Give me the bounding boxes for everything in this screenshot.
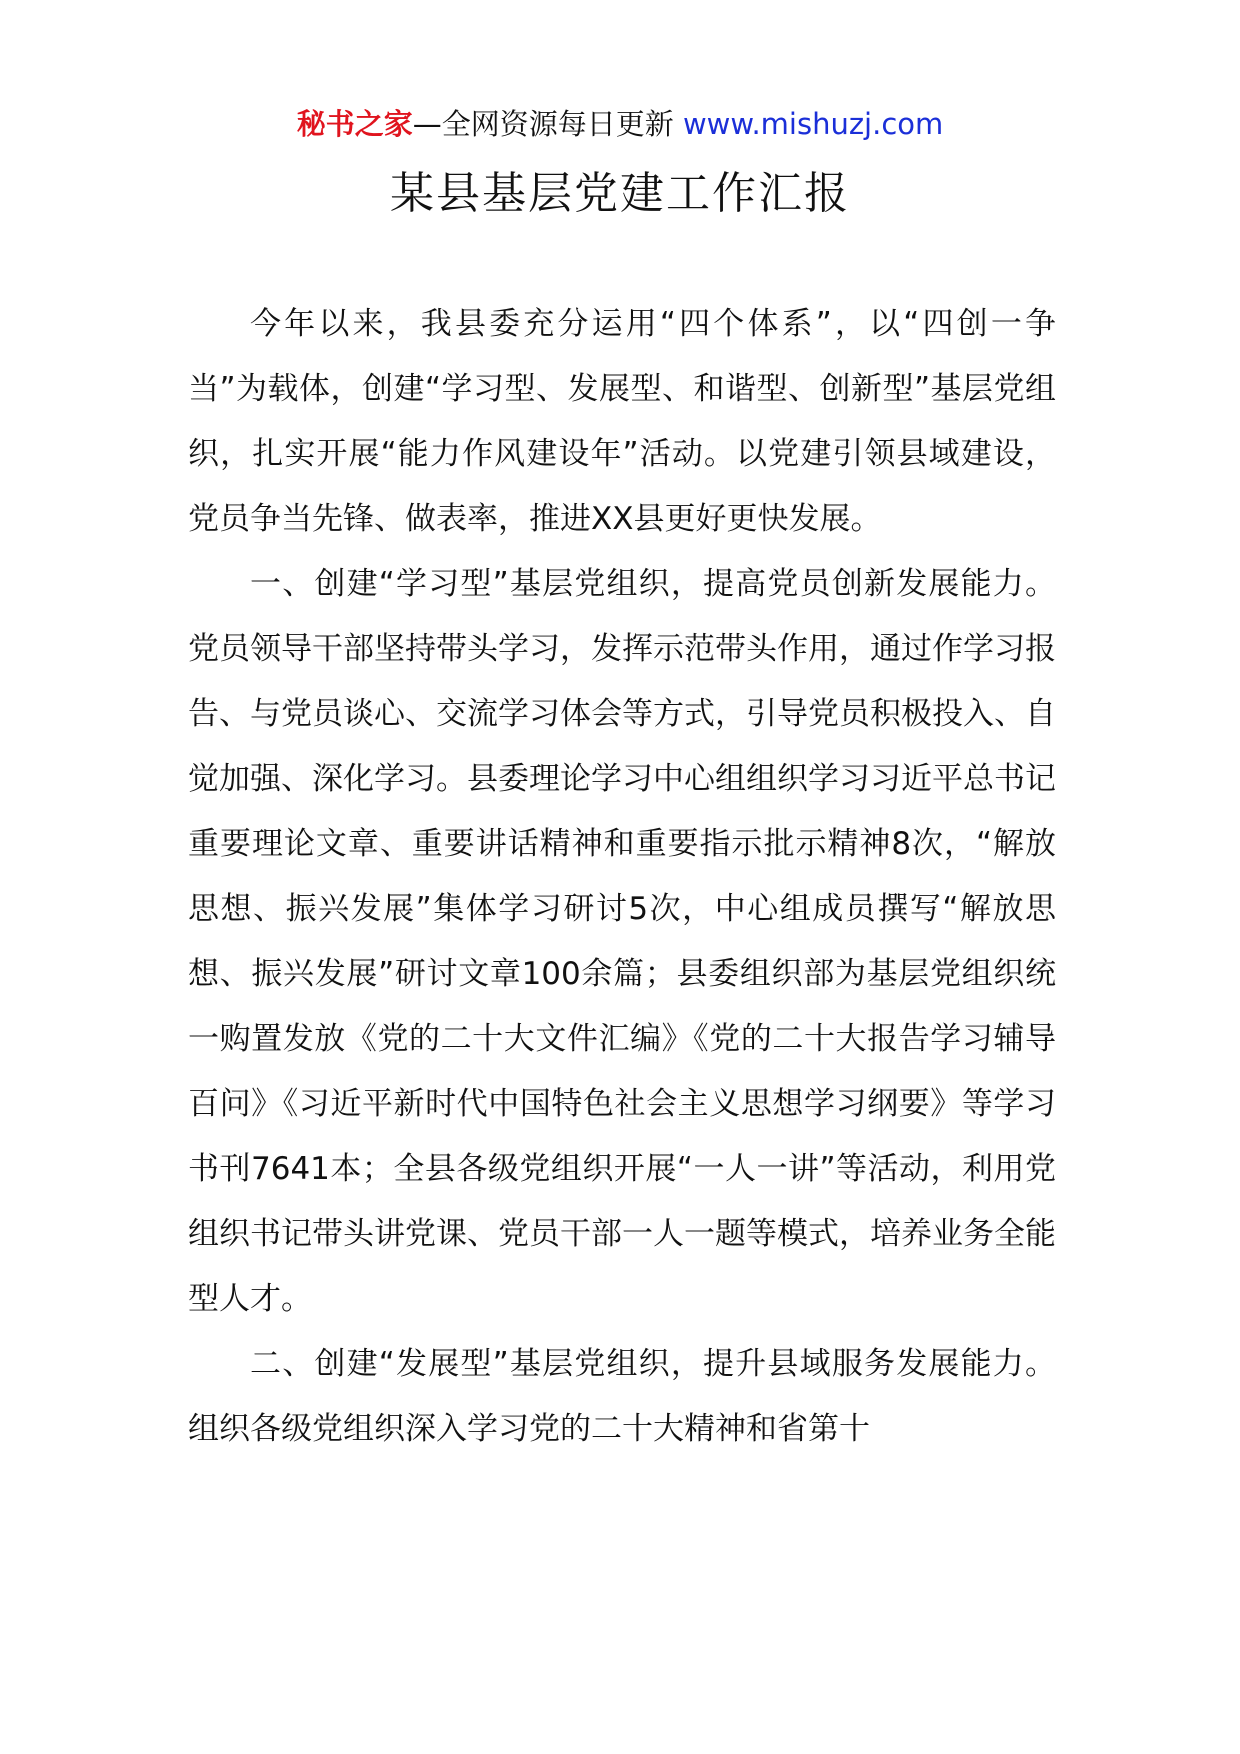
paragraph-intro: 今年以来，我县委充分运用“四个体系”，以“四创一争当”为载体，创建“学习型、发展型、和谐型、创新型”基层党组织，扎实开展“能力作风建设年”活动。以党建引领县域建设，党员争当先锋、做表率，推进XX县更好更快发展。: [188, 306, 1056, 537]
banner-tagline: —全网资源每日更新: [412, 107, 683, 141]
banner-brand: 秘书之家: [296, 107, 413, 141]
paragraph-section-1: 一、创建“学习型”基层党组织，提高党员创新发展能力。党员领导干部坚持带头学习，发挥示范带头作用，通过作学习报告、与党员谈心、交流学习体会等方式，引导党员积极投入、自觉加强、深化学习。县委理论学习中心组组织学习习近平总书记重要理论文章、重要讲话精神和重要指示批示精神8次，“解放思想、振兴发展”集体学习研讨5次，中心组成员撰写“解放思想、振兴发展”研讨文章100余篇；县委组织部为基层党组织统一购置发放《党的二十大文件汇编》《党的二十大报告学习辅导百问》《习近平新时代中国特色社会主义思想学习纲要》等学习书刊7641本；全县各级党组织开展“一人一讲”等活动，利用党组织书记带头讲党课、党员干部一人一题等模式，培养业务全能型人才。: [188, 566, 1056, 1317]
banner-site-url: www.mishuzj.com: [682, 107, 944, 141]
paragraph-section-2: 二、创建“发展型”基层党组织，提升县域服务发展能力。组织各级党组织深入学习党的二十大精神和省第十: [188, 1346, 1056, 1447]
watermark-banner: [0, 104, 1240, 144]
document-title: 某县基层党建工作汇报: [390, 168, 850, 219]
document-body: [188, 292, 1056, 1462]
